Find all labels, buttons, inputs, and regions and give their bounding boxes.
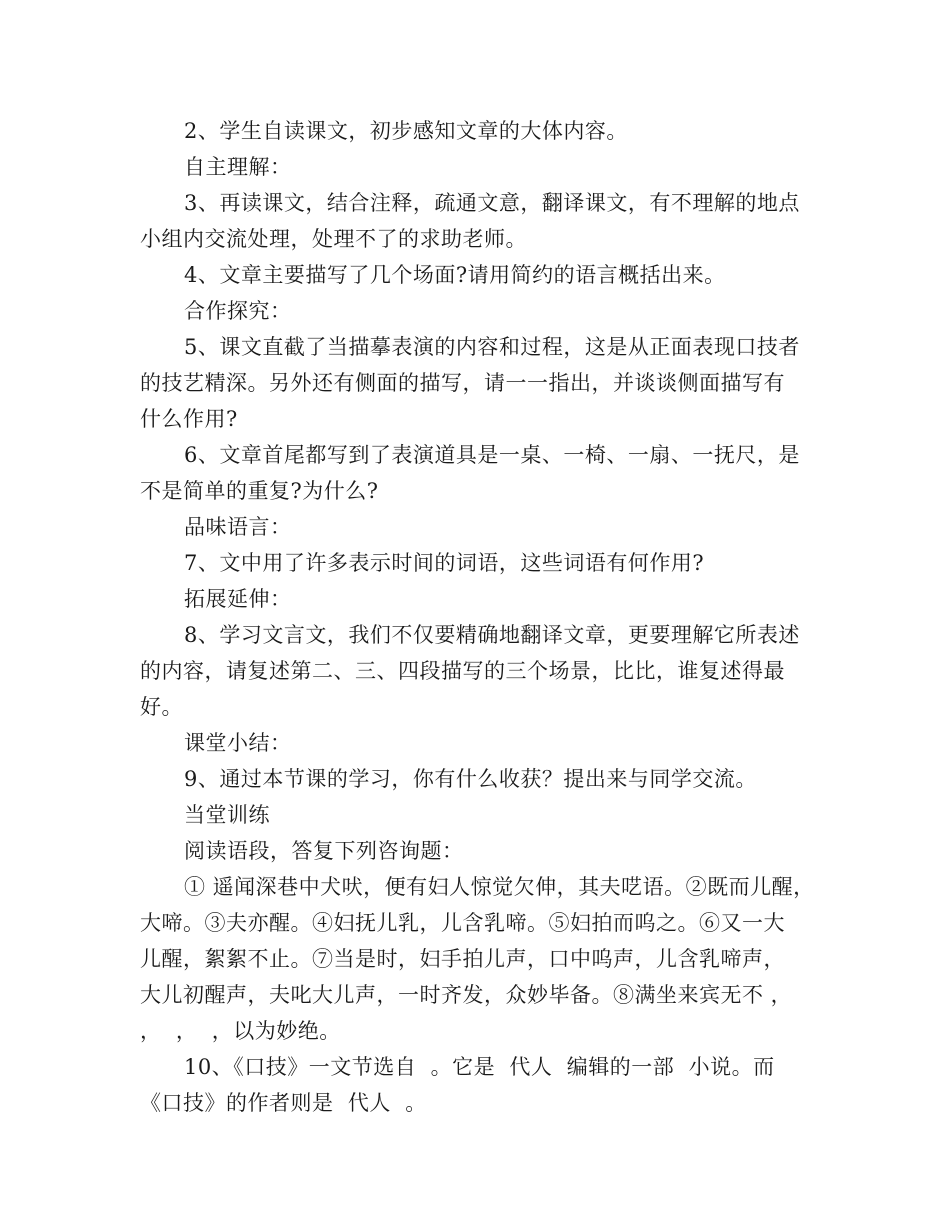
text-line: 不是简单的重复?为什么? — [140, 479, 379, 503]
text-line: ， ， ，以为妙绝。 — [140, 1019, 341, 1043]
text-line: 小组内交流处理，处理不了的求助老师。 — [140, 227, 527, 251]
text-line: 5、课文直截了当描摹表演的内容和过程，这是从正面表现口技者 — [184, 335, 800, 359]
text-line: 4、文章主要描写了几个场面?请用简约的语言概括出来。 — [184, 263, 726, 287]
text-line: 的技艺精深。另外还有侧面的描写，请一一指出，并谈谈侧面描写有 — [140, 371, 785, 395]
text-line: 7、文中用了许多表示时间的词语，这些词语有何作用? — [184, 551, 705, 575]
text-line: 3、再读课文，结合注释，疏通文意，翻译课文，有不理解的地点 — [184, 191, 800, 215]
text-line: 什么作用? — [140, 407, 238, 431]
text-line: 儿醒，絮絮不止。⑦当是时，妇手拍儿声，口中呜声，儿含乳啼声， — [140, 947, 785, 971]
text-line: 8、学习文言文，我们不仅要精确地翻译文章，更要理解它所表述 — [184, 623, 800, 647]
text-line: 2、学生自读课文，初步感知文章的大体内容。 — [184, 119, 628, 143]
text-line: 的内容，请复述第二、三、四段描写的三个场景，比比，谁复述得最 — [140, 659, 785, 683]
text-line: 10、《口技》一文节选自 。它是 代人 编辑的一部 小说。而 — [184, 1055, 775, 1079]
text-line: 《口技》的作者则是 代人 。 — [140, 1091, 427, 1115]
text-line: 大啼。③夫亦醒。④妇抚儿乳，儿含乳啼。⑤妇拍而呜之。⑥又一大 — [140, 911, 785, 935]
section-heading: 当堂训练 — [184, 803, 270, 827]
section-heading: 课堂小结： — [184, 731, 292, 755]
text-line: 6、文章首尾都写到了表演道具是一桌、一椅、一扇、一抚尺，是 — [184, 443, 800, 467]
section-heading: 自主理解： — [184, 155, 292, 179]
section-heading: 拓展延伸： — [184, 587, 292, 611]
text-line: 大儿初醒声，夫叱大儿声，一时齐发，众妙毕备。⑧满坐来宾无不 ， — [140, 983, 793, 1007]
text-line: ① 遥闻深巷中犬吠，便有妇人惊觉欠伸，其夫呓语。②既而儿醒， — [184, 875, 815, 899]
text-line: 阅读语段，答复下列咨询题： — [184, 839, 464, 863]
section-heading: 合作探究： — [184, 299, 292, 323]
text-line: 9、通过本节课的学习，你有什么收获？提出来与同学交流。 — [184, 767, 757, 791]
text-line: 好。 — [140, 695, 183, 719]
section-heading: 品味语言： — [184, 515, 292, 539]
